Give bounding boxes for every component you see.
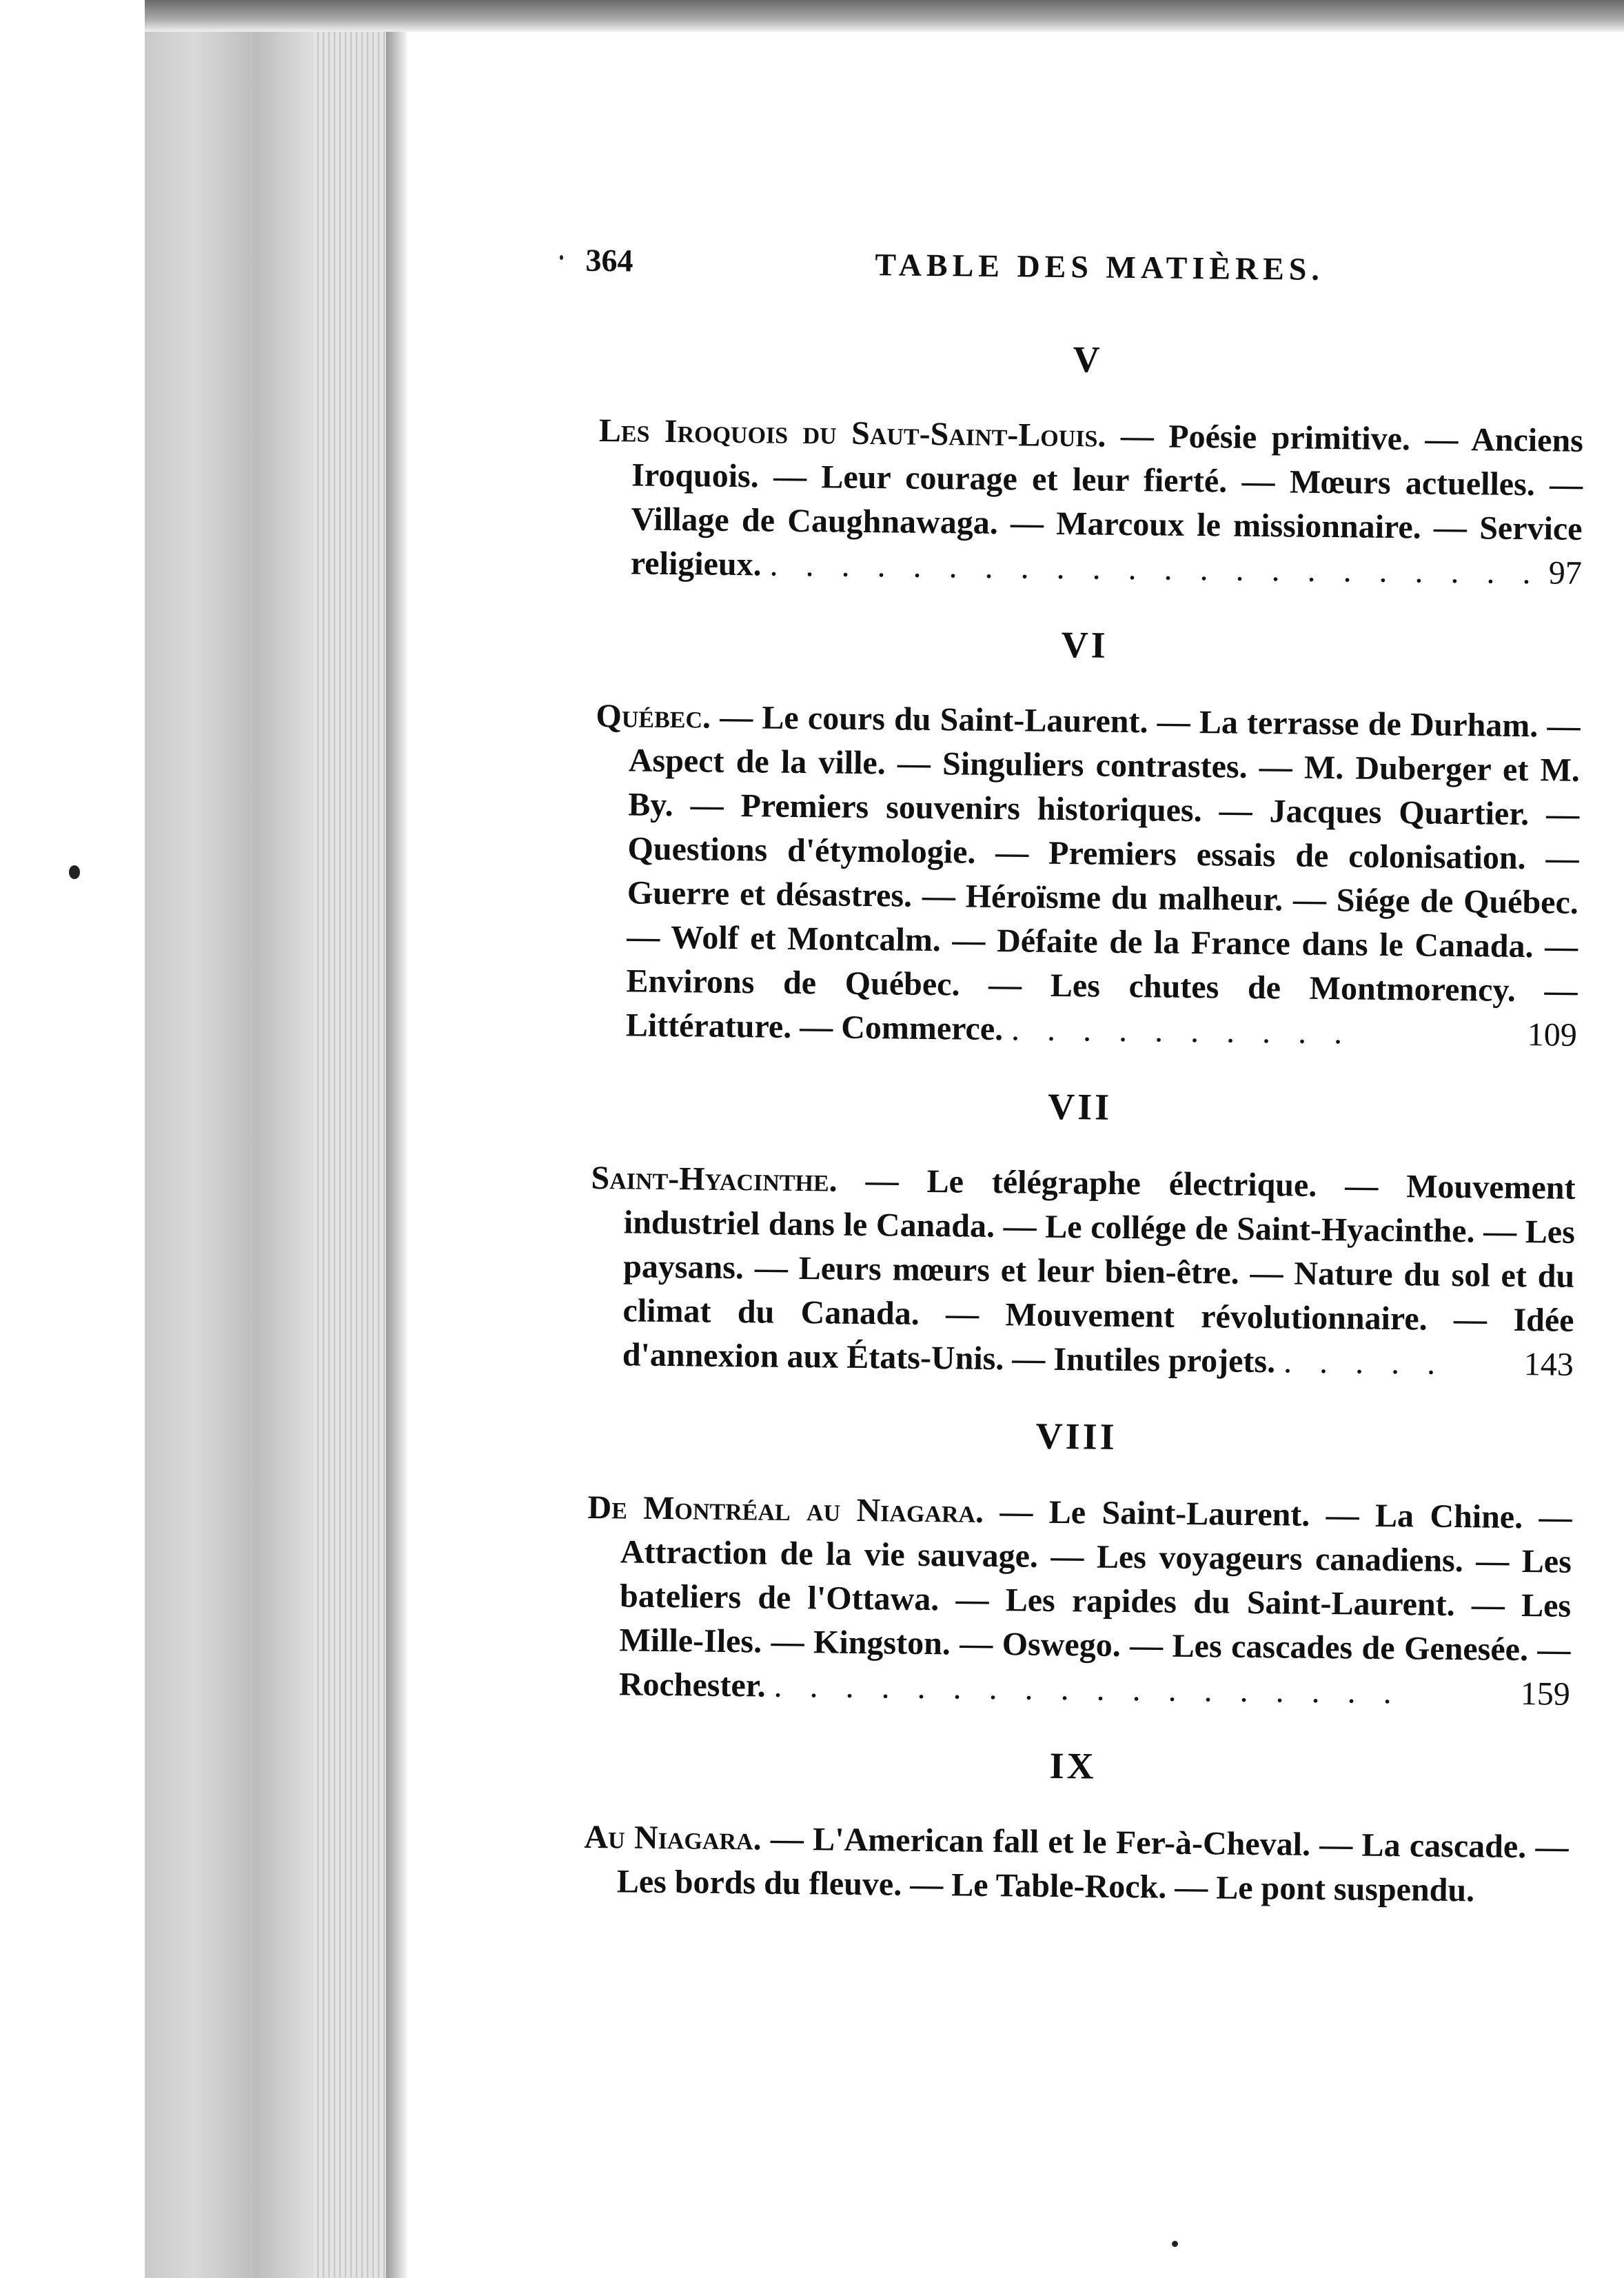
- dot-leader: . . . . . . . . . .: [1011, 1011, 1352, 1051]
- chapter-number: VIII: [1035, 1415, 1118, 1458]
- chapter-number: IX: [1049, 1744, 1097, 1787]
- entry-body: — L'American fall et le Fer-à-Cheval. — La cascade. — Les bords du fleuve. — Le Table-Rock. — Le pont suspendu.: [616, 1820, 1569, 1909]
- toc-entry: [567, 408, 1584, 595]
- entry-page-number: 143: [1523, 1346, 1574, 1383]
- toc-chapter: [529, 618, 1581, 1058]
- entry-body: — Le cours du Saint-Laurent. — La terrasse de Durham. — Aspect de la ville. — Singuliers contrastes. — M. Duberger et M. By. — Premiers souvenirs historiques. — Jacques Quartier. — Questions d'étymologie. — Premiers essais de colonisation. — Guerre et désastres. — Héroïsme du malheur. — Siége de Québec. — Wolf et Montcalm. — Défaite de la France dans le Canada. — Environs de Québec. — Les chutes de Montmorency. — Littérature. — Commerce.: [625, 698, 1581, 1048]
- scan-speck: [1172, 2241, 1178, 2247]
- entry-page-number: 159: [1520, 1675, 1571, 1713]
- page-stack-edges: [314, 28, 396, 2278]
- dot-leader: . . . . . . . . . . . . . . . . . . . . . .: [769, 546, 1541, 592]
- chapter-number: VII: [1047, 1085, 1113, 1128]
- dot-leader: . . . . .: [1283, 1343, 1445, 1382]
- page-number: 364: [585, 242, 633, 279]
- gutter-shadow: [386, 28, 407, 2278]
- entry-title: Les Iroquois du Saut-Saint-Louis.: [598, 412, 1106, 454]
- toc-entry: [559, 1156, 1576, 1387]
- entry-body: — Le télégraphe électrique. — Mouvement industriel dans le Canada. — Le collége de Saint-Hyacinthe. — Les paysans. — Leurs mœurs et leur bien-être. — Nature du sol et du climat du Canada. — Mouvement révolutionnaire. — Idée d'annexion aux États-Unis. — Inutiles projets.: [622, 1162, 1576, 1380]
- toc-chapter: [526, 1080, 1576, 1387]
- page-header: [537, 228, 1585, 314]
- entry-title: Saint-Hyacinthe.: [591, 1159, 838, 1199]
- entry-body: — Poésie primitive. — Anciens Iroquois. — Leur courage et leur fierté. — Mœurs actuelles. — Village de Caughnawaga. — Marcoux le missionnaire. — Service religieux.: [630, 417, 1584, 583]
- toc-chapter: [520, 1739, 1570, 1914]
- entry-page-number: 97: [1548, 554, 1583, 592]
- toc-entry: [554, 1815, 1569, 1913]
- entry-body: — Le Saint-Laurent. — La Chine. — Attraction de la vie sauvage. — Les voyageurs canadiens. — Les bateliers de l'Ottawa. — Les rapides du Saint-Laurent. — Les Mille-Iles. — Kingston. — Oswego. — Les cascades de Genesée. — Rochester.: [618, 1493, 1572, 1704]
- toc-entry: [562, 694, 1581, 1057]
- scan-speck: [69, 865, 80, 879]
- page-content: [520, 228, 1585, 1947]
- entry-title: Québec.: [596, 697, 711, 736]
- toc-entry: [556, 1485, 1572, 1716]
- dot-leader: . . . . . . . . . . . . . . . . . .: [773, 1667, 1401, 1711]
- entry-title: Au Niagara.: [584, 1818, 762, 1857]
- toc-chapter: [522, 1409, 1573, 1717]
- chapter-number: VI: [1061, 623, 1109, 666]
- toc-chapter: [534, 332, 1585, 596]
- page-top-shadow: [145, 0, 1624, 32]
- entry-page-number: 109: [1527, 1016, 1578, 1054]
- entry-title: De Montréal au Niagara.: [587, 1489, 984, 1530]
- page-title: TABLE DES MATIÈRES.: [875, 247, 1325, 287]
- chapter-number: V: [1073, 339, 1103, 381]
